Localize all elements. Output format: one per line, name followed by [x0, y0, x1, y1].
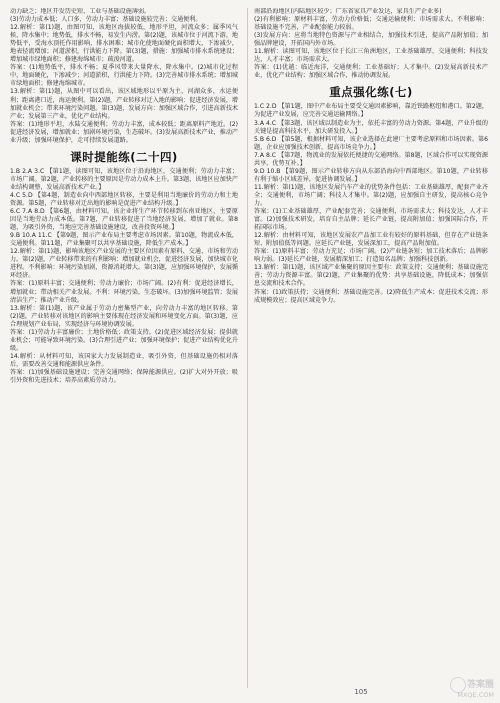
left-bottom-block: [10, 168, 238, 385]
paragraph: 13.解析：第(1)题，该区域产业集聚的原因主要有：政策支持；交通便利；基础设施完善；劳动力资源丰富。第(2)题，产业集聚的优势：共享基础设施，降低成本；加强信息交流和技术合作。: [254, 264, 488, 288]
paragraph: 4.C 5.D 【第4题，制造业向中西部地区转移，主要是利用当地廉价的劳动力和土地资源。第5题，产业转移对迁出地的影响是促进产业结构升级。】: [10, 191, 238, 207]
right-top-block: [254, 8, 488, 80]
paragraph: 3.A 4.C 【第3题，该区域以制造业为主，依托丰富的劳动力资源。第4题，产业升级的关键是提高科技水平，加大研发投入。】: [254, 119, 488, 135]
watermark-logo: 答案圈: [466, 680, 494, 690]
paragraph: 1.B 2.A 3.C 【第1题，读图可知，该地区位于沿海地区，交通便利；劳动力丰富；市场广阔。第2题，产业转移的主要原因是劳动力成本上升。第3题，该地区应加快产业结构调整，发展高新技术产业。】: [10, 167, 238, 191]
paragraph: 答案：(1)优越：临近海洋，交通便利；工业基础好；人才集中。(2)发展高新技术产业，优化产业结构；加强区域合作，推动协调发展。: [254, 64, 488, 80]
paragraph: (2)有利影响：原材料丰富，劳动力价格低；交通运输便利；市场需求大。不利影响：基础设施不完善，产业配套能力较弱。: [254, 16, 488, 32]
paragraph: 答案：(1)劳动力丰富廉价；土地价格低；政策支持。(2)促进区域经济发展；提供就业机会；可能导致环境污染。(3)合理引进产业；加强环境保护；促进产业结构优化升级。: [10, 328, 238, 352]
paragraph: 5.B 6.D 【第5题，根据材料可知，该企业选择在此建厂主要考虑原料和市场因素。第6题，企业应加强技术创新，提高市场竞争力。】: [254, 135, 488, 151]
paragraph: 答案：(1)加强基础设施建设；完善交通网络；保障能源供应。(2)扩大对外开放；吸引外资和先进技术；培养高素质劳动力。: [10, 368, 238, 385]
paragraph: 南部沿海地区(内陆地区较少；广东省家具产业发达，家具生产企业多): [254, 8, 442, 15]
paragraph: 12.解析：由材料可知，该地区发展农产品加工业有较好的原料基础，但存在产业链条短、附加值低等问题。应延长产业链，发展深加工，提高产品附加值。: [254, 232, 488, 248]
paragraph: 答案：(1)原料丰富；劳动力充足；市场广阔。(2)产业链条短；加工技术落后；品牌影响力弱。(3)延长产业链，发展精深加工；打造知名品牌；加强科技创新。: [254, 248, 488, 264]
paragraph: 答案：(1)原料丰富；交通便利；劳动力廉价；市场广阔。(2)有利：促进经济增长，增加就业；带动相关产业发展。不利：环境污染，生态破坏。(3)加强环境监管；发展清洁生产；推动产业升级。: [10, 280, 238, 304]
paragraph: 答案：(1)地势低平，排水不畅；夏季风带来大量降水，降水集中。(2)城市化过程中，地面硬化，下渗减少；河道淤积，行洪能力下降。(3)完善城市排水系统；增加城市绿地面积；修建海绵城市。: [10, 64, 238, 88]
paragraph: 答案：(1)政策扶持；交通便利；基础设施完善。(2)降低生产成本；促进技术交流；形成规模效应；提高区域竞争力。: [254, 288, 488, 304]
column-divider: [247, 8, 248, 688]
paragraph: (3)发展方向：应将当地特色资源与产业相结合，加强技术引进，提高产品附加值；加强品牌建设，开拓国内外市场。: [254, 32, 488, 48]
paragraph: 1.C 2.D 【第1题，图中产业布局主要受交通因素影响，靠近铁路枢纽和港口。第2题，为促进产业发展，应完善交通运输网络。】: [254, 103, 488, 119]
paragraph: 9.D 10.B 【第9题，图示产业转移方向从东部沿海向中西部地区。第10题，产业转移有利于缩小区域差异，促进协调发展。】: [254, 167, 488, 183]
paragraph: 14.解析：从材料可知，该国家大力发展制造业，吸引外资，但基础设施仍相对落后，需要改善交通和能源供应条件。: [10, 352, 238, 368]
left-top-block: [10, 8, 238, 145]
paragraph: 答案：(1)工业基础雄厚，产业配套完善；交通便利，市场需求大；科技发达，人才丰富。(2)加强技术研发，培育自主品牌；延长产业链，提高附加值；加强国际合作，开拓国际市场。: [254, 208, 488, 232]
paragraph: 12.解析：第(1)题，由图可知，该地区海拔较低，地形平坦，河流众多；属季风气候，降水集中；地势低，排水不畅，易发生内涝。第(2)题，该城市位于河流下游，地势低平，受海水顶托作用影响，排水困难；城市化使地面硬化面积增大，下渗减少，地表径流增加；河道淤积，行洪能力下降。第(3)题，措施：加强城市排水系统建设；增加城市绿地面积；修建海绵城市；疏浚河道。: [10, 24, 238, 64]
section-title: 重点强化练(七): [329, 85, 413, 100]
left-column: [10, 8, 238, 696]
paragraph: 13.解析：第(1)题，该产业属于劳动力密集型产业，向劳动力丰富的地区转移。第(2)题，产业转移对该地区的影响主要体现在经济发展和环境变化方面。第(3)题，应合理规划产业布局，实现经济与环境协调发展。: [10, 304, 238, 328]
paragraph: 9.B 10.A 11.C 【第9题，图示产业布局主要考虑市场因素。第10题，物流成本低，交通便利。第11题，产业集聚可以共享基础设施，降低生产成本。】: [10, 232, 238, 248]
paragraph: 11.解析：第(1)题，该地区发展汽车产业的优势条件包括：工业基础雄厚，配套产业齐全；交通便利，市场广阔；科技人才集中。第(2)题，应加强自主研发，提高核心竞争力。: [254, 183, 488, 207]
right-column: [254, 8, 488, 696]
paragraph: 6.C 7.A 8.D 【第6题，由材料可知，该企业将生产环节转移到东南亚地区，主要原因是当地劳动力成本低。第7题，产业转移促进了当地经济发展，增加了就业。第8题，为吸引外资，当地应完善基础设施建设，改善投资环境。】: [10, 208, 238, 232]
paragraph: (3)劳动力成本低；人口多，劳动力丰富；基础设施较完善；交通便利。: [10, 16, 202, 24]
paragraph: 动力缺乏；地区开发历史短，工业与基础设施薄弱。: [10, 8, 151, 15]
right-bottom-block: [254, 103, 488, 304]
watermark: [428, 677, 494, 699]
paragraph: 7.A 8.C 【第7题，物流业的发展依托便捷的交通网络。第8题，区域合作可以实现资源共享，优势互补。】: [254, 151, 488, 167]
paragraph: 11.解析：读图可知，该地区位于长江三角洲地区，工业基础雄厚，交通便利；科技发达，人才丰富；市场需求大。: [254, 48, 488, 64]
watermark-text: MXQE.COM: [457, 691, 494, 699]
page-number: 105: [354, 688, 368, 696]
paragraph: 13.解析：第(1)题，从图中可以看出，该区域地形以平原为主，河湖众多，水运便利；距离港口近，海运便利。第(2)题，产业转移对迁入地的影响：促进经济发展，增加就业机会；带来环境污染问题。第(3)题，发展方向：加强区域合作，引进高新技术产业；发展第三产业，优化产业结构。: [10, 88, 238, 120]
paragraph: 12.解析：第(1)题，影响该地区产业发展的主要区位因素有原料、交通、市场和劳动力。第(2)题，产业转移带来的有利影响：增加就业机会，促进经济发展，加快城市化进程。不利影响：环境污染加剧，资源消耗增大。第(3)题，应加强环境保护，发展循环经济。: [10, 248, 238, 280]
paragraph: 答案：(1)地形平坦，水陆交通便利；劳动力丰富，成本较低；距离原料产地近。(2)促进经济发展，增加就业；加剧环境污染，生态破坏。(3)发展高新技术产业，推动产业升级；加强环境保护，走可持续发展道路。: [10, 120, 238, 144]
section-title: 课时提能练(二十四): [70, 149, 178, 164]
